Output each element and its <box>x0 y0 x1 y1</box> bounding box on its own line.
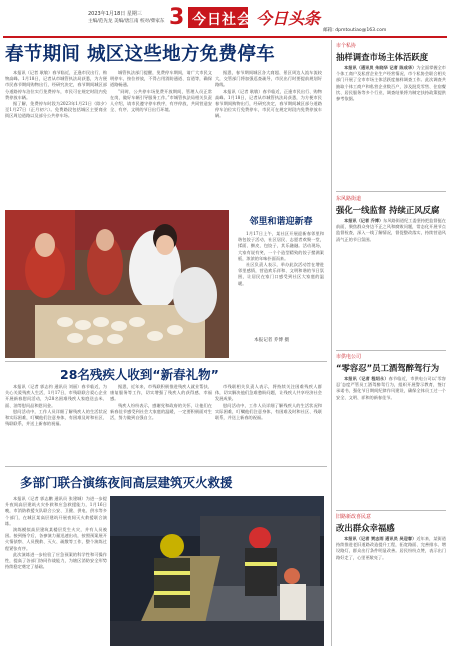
sidebar-item-label: 市供电公司 <box>336 354 362 360</box>
feature-credit: 本报记者 乔博 摄 <box>254 338 290 343</box>
sidebar-separator <box>336 510 446 511</box>
feature-para: 社区负责人表示，举办此次活动旨在增进邻里感情，营造欢乐祥和、文明和谐的节日氛围，让居民在家门口感受到社区大家庭的温暖。 <box>238 262 324 286</box>
lead-para: 据了解，免费停车时段为2023年1月21日（除夕）至1月27日（正月初六）。免费路段包括城区主要商业街区周边道路以及部分公共停车场。 <box>5 101 107 119</box>
email-line: 邮箱: dpmtoutiao@163.com <box>323 28 387 33</box>
sidebar-item-lead: 本报讯（通讯员 朱晓华 记者 陈成华） <box>344 65 417 70</box>
lead-para: 据悉，春节期间城区各大商超、景区周边人流车流较大，交管部门将加强巡查疏导，市民出行时要提前规划好路线。 <box>215 70 322 88</box>
lead-column-1 <box>5 70 107 208</box>
sidebar-item-body <box>336 65 446 189</box>
story2-column-1 <box>5 384 107 462</box>
story2-para: 慰问活动中，工作人员详细了解残疾人的生活状况和实际困难，叮嘱他们注意身体，有困难及时和社区、残联联系，并送上新春的祝福。 <box>5 408 107 427</box>
story3-para: 此次演练进一步检验了应急预案的科学性和可操作性，提高了各部门协同作战能力，为辖区消防安全形势持续稳定奠定了基础。 <box>5 551 107 570</box>
lead-para: 城管执法部门提醒，免费停车期间，请广大市民文明停车，按位停放，不得占用消防通道、盲道等，确保道路畅通。 <box>110 70 212 88</box>
feature-para: 1月17日上午，某社区开展迎新春邻里和谐包饺子活动，社区居民、志愿者欢聚一堂，揉面、擀皮、包饺子，其乐融融。活动现场，大家有说有笑，一个个造型精致的饺子摆满案板，浓浓的年味扑面而来。 <box>238 231 324 261</box>
story2-column-3 <box>215 384 322 462</box>
lead-separator <box>5 361 327 362</box>
firefighter-photo <box>110 496 324 646</box>
sidebar-item-body <box>336 536 446 646</box>
sidebar-item-title: “零容忍”员工酒驾醉驾行为 <box>336 363 440 373</box>
sidebar-item-title: 强化一线监督 持续正风反腐 <box>336 205 440 215</box>
sidebar-item-label: 市个私协 <box>336 43 357 49</box>
sidebar-item-text: 东风路街道纪工委坚持把监督挺在前面，聚焦群众身边不正之风和腐败问题，常态化开展节点监督检查，深入一线了解情况，督促整改落实，持续营造风清气正的节日氛围。 <box>336 218 446 242</box>
story3-para: 演练模拟高层建筑某楼层发生火灾，并有人员被困。接到指令后，各参演力量迅速出动，按照预案展开火情侦察、人员搜救、灭火、疏散等工作，整个演练过程紧张有序。 <box>5 527 107 551</box>
sidebar-divider <box>331 40 332 646</box>
sidebar-item-title: 抽样调查市场主体活跃度 <box>336 52 429 62</box>
lead-headline: 春节期间 城区这些地方免费停车 <box>5 44 275 65</box>
brand-logo: 今日头条 <box>256 9 321 28</box>
lead-para: “同时，公共停车场免费开放期间，管理人员正常在岗，做好车辆引导服务工作。”市城管执法局相关负责人介绍，请市民遵守停车秩序，有序停放，共同营造安全、有序、文明的节日出行环境。 <box>110 88 212 113</box>
story2-separator <box>5 466 327 467</box>
story2-para: 残疾人纷纷表示，感谢党和政府的关怀，让他们在新春佳节感受到社会大家庭的温暖，一定要积极面对生活，努力做到自强自立。 <box>110 402 212 421</box>
dumpling-photo <box>5 210 229 358</box>
page-number: 3 <box>169 5 185 30</box>
sidebar-item-title: 改出群众幸福感 <box>336 523 395 533</box>
date-line: 2023年1月18日 星期三 <box>88 11 142 17</box>
story2-para: 市残联相关负责人表示，将持续关注困难残疾人群体，切实解决他们急难愁盼问题，让残疾人共享经济社会发展成果。 <box>215 384 322 402</box>
lead-column-2 <box>110 70 212 230</box>
story3-para: 本报讯（记者 郭志鹏 通讯员 张建城）为进一步提升夜间高层建筑火灾扑救和应急救援能力，1月16日晚，市消防救援支队联合公安、卫健、供电、供水等多个部门，在城区某高层建筑开展夜间灭火救援联合演练。 <box>5 496 107 526</box>
story2-column-2 <box>110 384 212 462</box>
sidebar-separator <box>336 191 446 192</box>
sidebar-item-body <box>336 376 446 506</box>
editors-line: 主编/范先龙 美编/唐江南 校对/柴家东 <box>88 19 165 24</box>
dumpling-photo-drawing <box>5 210 229 358</box>
lead-para: 本报讯（记者 耿敏）春节临近，正逢市民出行、购物高峰。1月18日，记者从市城管执法局获悉，为方便市民春节期间购物出行，经研究决定，春节期间城区部分道路停车泊位实行免费停车，市民可在规定时段内免费停放车辆。 <box>215 88 322 119</box>
sidebar-item-label: 旧路新改喜民意 <box>336 514 372 520</box>
firefighter-photo-drawing <box>110 496 324 646</box>
lead-column-3 <box>215 70 322 210</box>
masthead <box>0 0 450 38</box>
story2-para: 据悉，近年来，市残联积极推进残疾人就业帮扶、康复服务等工作，切实增强了残疾人的获得感、幸福感。 <box>110 384 212 402</box>
sidebar-item-lead: 本报讯（记者 程绍永） <box>344 376 389 381</box>
story2-para: 本报讯（记者 郭志钧 通讯员 刘丽）春节临近，为关心关爱残疾人生活，1月17日，市残联联合爱心企业开展新春慰问活动，为28名困难残疾人家庭送去米、面、油等慰问品和慰问金。 <box>5 384 107 408</box>
story2-para: 慰问活动中，工作人员详细了解残疾人的生活状况和实际困难，叮嘱他们注意身体，有困难及时和社区、残联联系，并送上新春的祝福。 <box>215 402 322 421</box>
story3-column-1 <box>5 496 107 646</box>
lead-para: 本报讯（记者 耿敏）春节临近，正逢市民出行、购物高峰。1月18日，记者从市城管执法局获悉，为方便市民春节期间购物出行，经研究决定，春节期间城区部分道路停车泊位实行免费停车，市民可在规定时段内免费停放车辆。 <box>5 70 107 100</box>
feature-body <box>238 231 324 331</box>
sidebar-item-text: 近年来，某街道持续推进老旧道路改造提升工程，拓宽路面、完善排水、增设路灯，群众出行条件明显改善。居民纷纷点赞，表示出门路好走了，心里更敞亮了。 <box>336 536 446 560</box>
story3-headline: 多部门联合演练夜间高层建筑灭火救援 <box>20 475 233 490</box>
sidebar-item-label: 东风路街道 <box>336 196 362 202</box>
masthead-rule <box>3 36 447 38</box>
section-name: 今日社会 <box>192 12 252 28</box>
story2-headline: 28名残疾人收到“新春礼物” <box>60 367 219 382</box>
sidebar-item-lead: 本报讯（记者 贾志雨 通讯员 吴迎春） <box>344 536 417 541</box>
sidebar-item-lead: 本报讯（记者 乔博） <box>344 218 384 223</box>
sidebar-item-body <box>336 218 446 348</box>
sidebar-item-text: 为全面掌握全市个体工商户及私营企业生产经营情况，市个私协会联合相关部门开展了全市市场主体活跃度抽样调查工作。此次调查共抽取个体工商户和私营企业数百户，涉及批发零售、住宿餐饮、居民服务等多个行业，调查结果将为制定扶持政策提供参考依据。 <box>336 65 446 102</box>
feature-title: 邻里和谐迎新春 <box>249 217 313 227</box>
sidebar-separator <box>336 350 446 351</box>
sidebar-item-text: 春节临近，市供电公司以‘零容忍’态度严管员工酒驾醉驾行为，组织开展警示教育，签订承诺书，强化节日期间纪律作风建设，确保全体员工过一个安全、文明、祥和的新春佳节。 <box>336 376 446 400</box>
